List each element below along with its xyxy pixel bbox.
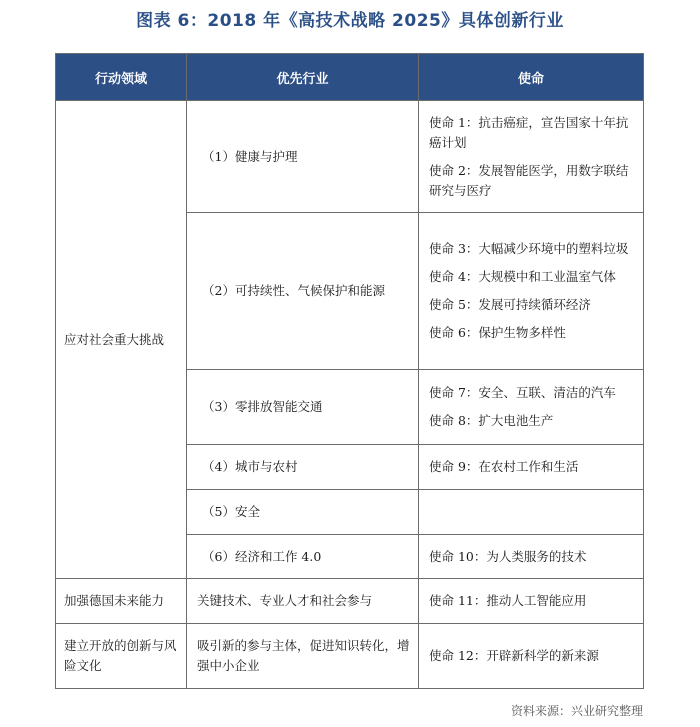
industry-cell: 关键技术、专业人才和社会参与 — [187, 579, 419, 624]
area-cell: 应对社会重大挑战 — [56, 101, 187, 579]
industry-cell: （5）安全 — [187, 490, 419, 535]
mission-cell — [419, 445, 644, 490]
area-cell: 建立开放的创新与风险文化 — [56, 624, 187, 689]
table-row — [56, 624, 644, 689]
mission-cell — [419, 535, 644, 579]
mission-item: 使命 12：开辟新科学的新来源 — [429, 648, 599, 663]
table-row — [56, 579, 644, 624]
mission-item: 使命 9：在农村工作和生活 — [429, 459, 579, 474]
figure-title: 图表 6：2018 年《高技术战略 2025》具体创新行业 — [136, 11, 564, 31]
header-mission: 使命 — [419, 54, 644, 101]
table-header-row — [56, 54, 644, 101]
header-area: 行动领域 — [56, 54, 187, 101]
industry-cell: （1）健康与护理 — [187, 101, 419, 213]
industry-cell: 吸引新的参与主体，促进知识转化，增强中小企业 — [187, 624, 419, 689]
mission-item: 使命 5：发展可持续循环经济 — [429, 297, 591, 312]
mission-cell — [419, 101, 644, 213]
mission-cell — [419, 579, 644, 624]
mission-item: 使命 7：安全、互联、清洁的汽车 — [429, 385, 616, 400]
innovation-table — [55, 53, 644, 689]
mission-item: 使命 6：保护生物多样性 — [429, 325, 566, 340]
source-note: 资料来源：兴业研究整理 — [510, 704, 643, 718]
area-cell: 加强德国未来能力 — [56, 579, 187, 624]
mission-item: 使命 4：大规模中和工业温室气体 — [429, 269, 616, 284]
mission-cell — [419, 213, 644, 370]
mission-item: 使命 2：发展智能医学，用数字联结研究与医疗 — [429, 162, 629, 198]
industry-cell: （3）零排放智能交通 — [187, 370, 419, 445]
mission-item: 使命 1：抗击癌症，宣告国家十年抗癌计划 — [429, 114, 629, 150]
header-industry: 优先行业 — [187, 54, 419, 101]
table-row — [56, 101, 644, 213]
mission-item: 使命 8：扩大电池生产 — [429, 413, 554, 428]
mission-cell — [419, 490, 644, 535]
mission-cell — [419, 370, 644, 445]
industry-cell: （6）经济和工作 4.0 — [187, 535, 419, 579]
mission-item: 使命 10：为人类服务的技术 — [429, 548, 587, 564]
industry-cell: （2）可持续性、气候保护和能源 — [187, 213, 419, 370]
industry-cell: （4）城市与农村 — [187, 445, 419, 490]
mission-item: 使命 3：大幅减少环境中的塑料垃圾 — [429, 241, 629, 256]
mission-cell — [419, 624, 644, 689]
mission-item: 使命 11：推动人工智能应用 — [429, 593, 587, 608]
